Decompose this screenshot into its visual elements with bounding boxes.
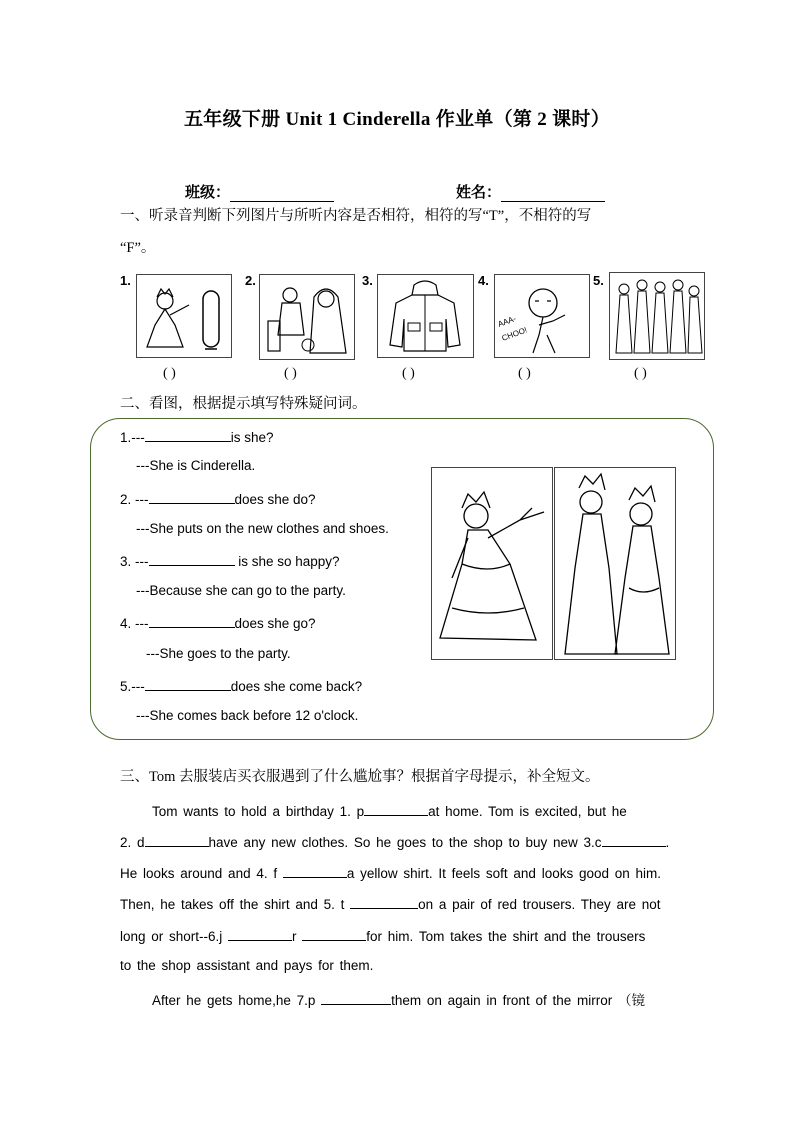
name-blank[interactable]	[501, 186, 605, 202]
item-number: 3.	[362, 273, 373, 288]
answer-paren-2[interactable]: ( )	[284, 366, 297, 381]
question-4: 4. --- does she go?	[120, 616, 316, 631]
answer-blank-5[interactable]	[145, 677, 231, 691]
picture-3	[377, 274, 474, 358]
picture-1	[136, 274, 232, 358]
cinderella-picture	[431, 467, 553, 660]
answer-1: ---She is Cinderella.	[136, 458, 256, 473]
stepsisters-icon	[555, 468, 675, 659]
item-number: 4.	[478, 273, 489, 288]
passage-line-6: to the shop assistant and pays for them.	[120, 958, 374, 973]
svg-text:AAA-: AAA-	[496, 314, 518, 329]
question-5: 5.--- does she come back?	[120, 679, 363, 694]
answer-paren-3[interactable]: ( )	[402, 366, 415, 381]
svg-text:CHOO!: CHOO!	[500, 325, 529, 343]
passage-blank-5[interactable]	[350, 895, 418, 909]
passage-line-2: 2. d have any new clothes. So he goes to the shop to buy new 3.c .	[120, 835, 670, 850]
class-label: 班级：	[185, 185, 231, 201]
passage-blank-2[interactable]	[145, 833, 209, 847]
passage-blank-6b[interactable]	[302, 927, 366, 941]
class-blank[interactable]	[230, 186, 334, 202]
picture-2	[259, 274, 355, 360]
people-group-icon	[610, 273, 704, 359]
passage-blank-1[interactable]	[364, 802, 428, 816]
answer-5: ---She comes back before 12 o'clock.	[136, 708, 359, 723]
page-title: 五年级下册 Unit 1 Cinderella 作业单（第 2 课时）	[183, 109, 611, 130]
item-number: 2.	[245, 273, 256, 288]
section2-heading: 二、看图，根据提示填写特殊疑问词。	[120, 396, 367, 412]
passage-blank-7[interactable]	[321, 991, 391, 1005]
princess-mirror-icon	[137, 275, 231, 357]
stepsisters-picture	[554, 467, 676, 660]
item-number: 1.	[120, 273, 131, 288]
question-1: 1.--- is she?	[120, 430, 274, 445]
cinderella-dress-icon	[432, 468, 552, 659]
answer-paren-5[interactable]: ( )	[634, 366, 647, 381]
answer-4: ---She goes to the party.	[146, 646, 291, 661]
passage-blank-6[interactable]	[228, 927, 292, 941]
passage-line-1: Tom wants to hold a birthday 1. p at home. Tom is excited, but he	[152, 804, 627, 819]
passage-blank-4[interactable]	[283, 864, 347, 878]
answer-3: ---Because she can go to the party.	[136, 583, 346, 598]
picture-5	[609, 272, 705, 360]
answer-blank-2[interactable]	[149, 490, 235, 504]
section1-heading-cont: “F”。	[120, 240, 156, 256]
section3-heading: 三、Tom 去服装店买衣服遇到了什么尴尬事？根据首字母提示，补全短文。	[120, 769, 600, 785]
coat-icon	[378, 275, 473, 357]
passage-line-4: Then, he takes off the shirt and 5. t on a pair of red trousers. They are not	[120, 897, 661, 912]
passage-line-3: He looks around and 4. f a yellow shirt. It feels soft and looks good on him.	[120, 866, 662, 881]
answer-blank-1[interactable]	[145, 428, 231, 442]
item-number: 5.	[593, 273, 604, 288]
question-2: 2. --- does she do?	[120, 492, 316, 507]
section1-heading: 一、听录音判断下列图片与所听内容是否相符，相符的写“T”，不相符的写	[120, 208, 592, 224]
name-field	[456, 181, 605, 202]
picture-4	[494, 274, 590, 358]
answer-paren-1[interactable]: ( )	[163, 366, 176, 381]
answer-blank-3[interactable]	[149, 552, 235, 566]
answer-blank-4[interactable]	[149, 614, 235, 628]
passage-blank-3[interactable]	[602, 833, 666, 847]
answer-2: ---She puts on the new clothes and shoes.	[136, 521, 389, 536]
passage-line-7: After he gets home,he 7.p them on again in front of the mirror （镜	[152, 993, 645, 1008]
old-women-icon	[260, 275, 354, 359]
question-3: 3. --- is she so happy?	[120, 554, 340, 569]
answer-paren-4[interactable]: ( )	[518, 366, 531, 381]
name-label: 姓名：	[456, 185, 502, 201]
passage-line-5: long or short--6.j r for him. Tom takes the shirt and the trousers	[120, 929, 646, 944]
class-field	[185, 181, 334, 202]
sneezing-boy-icon	[495, 275, 589, 357]
